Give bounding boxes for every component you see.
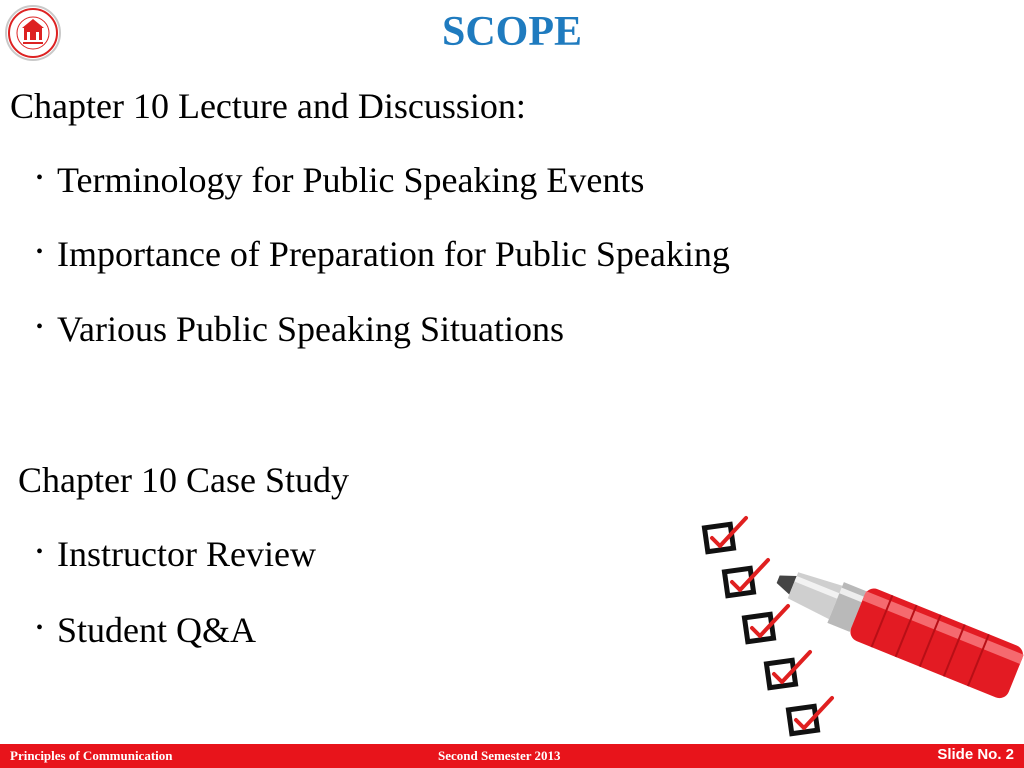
bullet-text: Student Q&A (57, 610, 257, 650)
bullet-item (36, 309, 564, 355)
checklist-with-pen-icon (690, 512, 1024, 744)
bullet-icon: • (36, 617, 44, 639)
footer-semester: Second Semester 2013 (438, 748, 561, 763)
bullet-icon: • (36, 541, 44, 563)
bullet-text: Instructor Review (57, 534, 316, 574)
section-heading-case-study: Chapter 10 Case Study (18, 460, 349, 500)
bullet-icon: • (36, 316, 44, 338)
bullet-text: Importance of Preparation for Public Speaking (57, 234, 730, 274)
footer-slide-number: Slide No. 2 (937, 746, 1014, 763)
bullet-text: Various Public Speaking Situations (57, 309, 565, 349)
bullet-text: Terminology for Public Speaking Events (57, 160, 645, 200)
slide-title: SCOPE (441, 9, 583, 55)
bullet-item (36, 534, 316, 580)
bullet-item (36, 234, 730, 280)
bullet-item (36, 610, 256, 656)
footer-course: Principles of Communication (10, 748, 173, 763)
section-heading-lecture: Chapter 10 Lecture and Discussion: (10, 86, 526, 126)
bullet-icon: • (36, 241, 44, 263)
footer-bar (0, 744, 1024, 768)
bullet-icon: • (36, 167, 44, 189)
bullet-item (36, 160, 644, 206)
